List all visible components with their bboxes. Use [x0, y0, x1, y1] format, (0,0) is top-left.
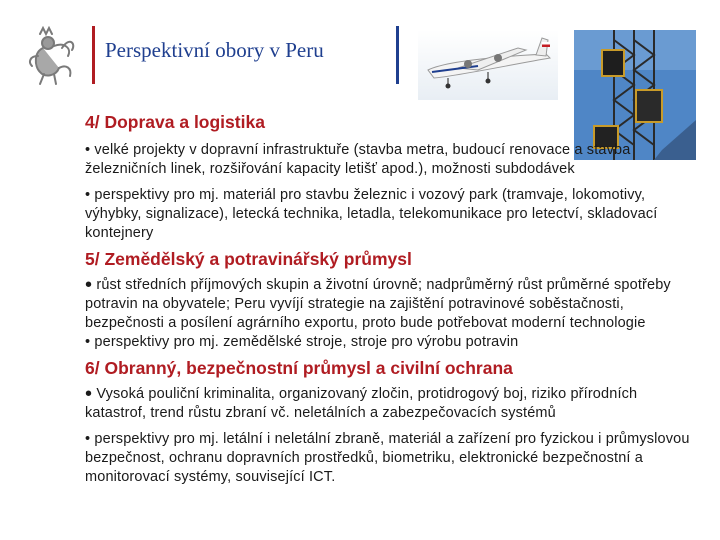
bullet-text: Vysoká pouliční kriminalita, organizovaný zločin, protidrogový boj, riziko přírodních katastrof, trend růstu zbraní vč. neletálních a zabezpečovacích systémů	[85, 386, 638, 421]
bullet-text: růst středních příjmových skupin a životní úrovně; nadprůměrný růst průměrné spotřeby potravin na obyvatele; Peru vyvíjí strategie na zajištění potravinové soběstačnosti, bezpečnosti a posílení agrárního exportu, proto bude potřebovat moderní technologie	[85, 277, 671, 331]
section-heading-agriculture: 5/ Zemědělský a potravinářský průmysl	[85, 249, 412, 269]
bullet-agriculture-prospects: • perspektivy pro mj. zemědělské stroje, stroje pro výrobu potravin	[85, 334, 519, 350]
content-area	[85, 112, 695, 487]
bullet-agriculture-growth	[85, 276, 695, 333]
bullet-glyph: •	[85, 383, 93, 405]
section-heading-defense: 6/ Obranný, bezpečnostní průmysl a civilní ochrana	[85, 358, 513, 378]
section-heading-transport: 4/ Doprava a logistika	[85, 112, 265, 132]
bullet-defense-prospects: • perspektivy pro mj. letální i neletální zbraně, materiál a zařízení pro fyzickou i průmyslovou bezpečnost, ochranu dopravních prostředků, biometriku, elektronické bezpečnostní a monitorovací systémy, související ICT.	[85, 431, 690, 485]
bullet-glyph: •	[85, 274, 93, 296]
bullet-defense-crime	[85, 385, 695, 423]
czech-lion-emblem-icon	[26, 26, 78, 88]
title-divider-right	[396, 26, 399, 84]
bullet-transport-projects: • velké projekty v dopravní infrastruktuře (stavba metra, budoucí renovace a stavba železničních linek, rozšiřování kapacity letišť apod.), možnosti subdodávek	[85, 142, 631, 177]
bullet-transport-prospects: • perspektivy pro mj. materiál pro stavbu železnic i vozový park (tramvaje, lokomotivy, výhybky, signalizace), letecká technika, letadla, telekomunikace pro letectví, skladovací kontejnery	[85, 187, 658, 241]
airplane-photo	[418, 30, 558, 100]
title-divider-left	[92, 26, 95, 84]
page-title: Perspektivní obory v Peru	[105, 38, 324, 62]
